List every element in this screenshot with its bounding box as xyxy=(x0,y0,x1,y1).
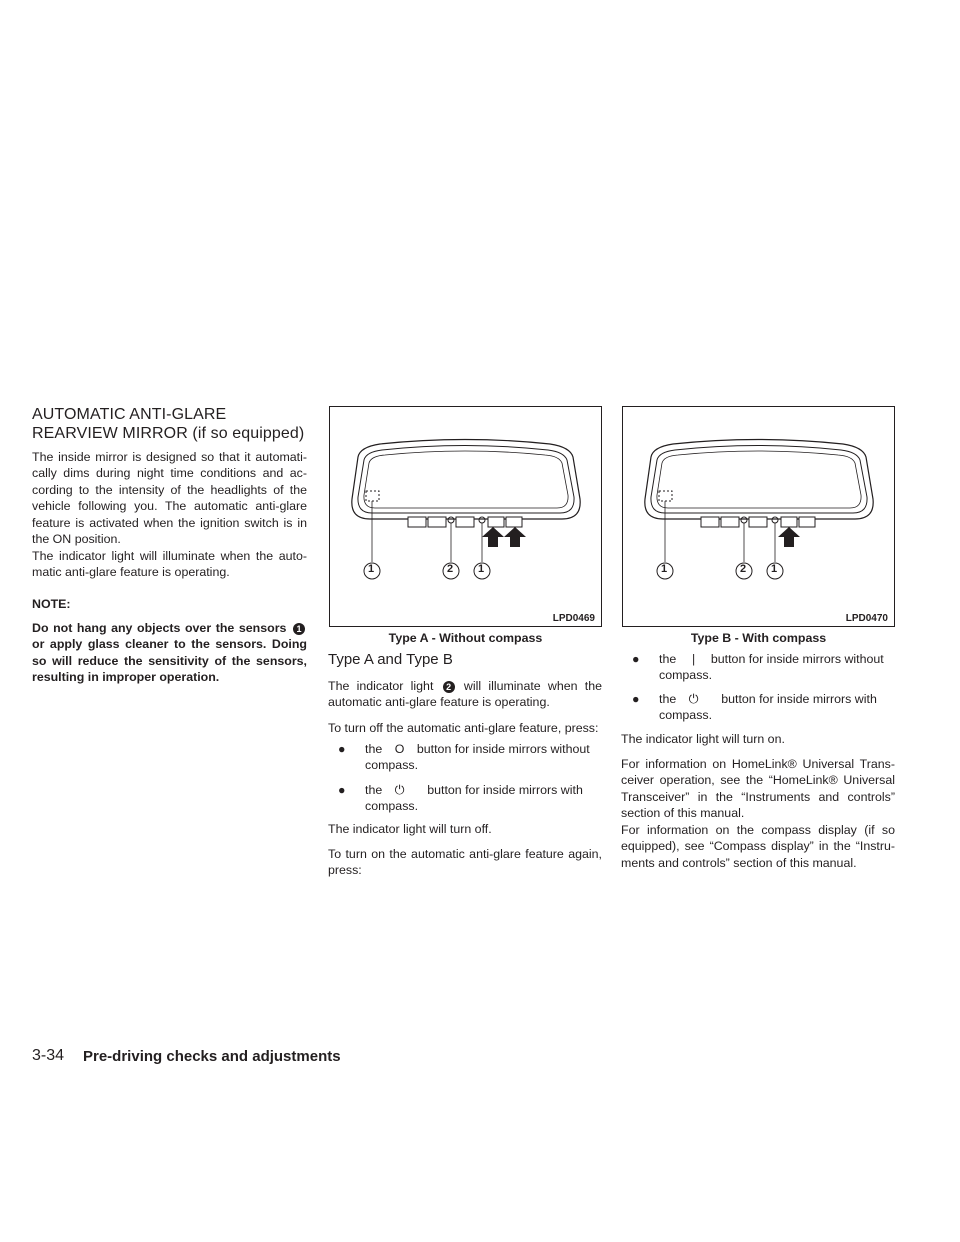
label-b-1: 1 xyxy=(661,563,668,575)
section-title-line2: REARVIEW MIRROR (if so equipped) xyxy=(32,425,305,442)
compass-paragraph: For information on the compass display (if so equipped), see “Compass display” in the “Instru-ments and controls” section of this manual. xyxy=(621,823,895,870)
note-text xyxy=(32,620,307,686)
off-bullet-1-pre: the xyxy=(365,742,383,756)
note-label: NOTE: xyxy=(32,597,71,611)
section-title-line1: AUTOMATIC ANTI-GLARE xyxy=(32,406,227,423)
turn-on-text: To turn on the automatic anti-glare feature again, press: xyxy=(328,847,602,878)
power-button-icon: ⏻ xyxy=(688,692,699,706)
label-a-3: 1 xyxy=(478,563,485,575)
bullet-dot: ● xyxy=(338,783,346,797)
on-bullet-2-pre: the xyxy=(659,692,677,706)
label-a-2: 2 xyxy=(447,563,454,575)
indicator-paragraph: The indicator light will illuminate when the auto-matic anti-glare feature is operating. xyxy=(32,549,307,580)
bullet-dot: ● xyxy=(338,742,346,756)
label-a-1: 1 xyxy=(368,563,375,575)
on-bullet-2-post: button for inside mirrors with compass. xyxy=(659,692,877,723)
power-button-icon: ⏻ xyxy=(394,783,405,797)
figure-type-b xyxy=(622,406,895,627)
note-text-part1: Do not hang any objects over the sensors xyxy=(32,621,287,635)
off-bullet-2 xyxy=(338,782,602,816)
mirror-diagram-b xyxy=(623,407,894,626)
note-text-part2: or apply glass cleaner to the sensors. Doing so will reduce the sensitivity of the sensors, resulting in improper operation. xyxy=(32,637,307,685)
typeab-indicator xyxy=(328,678,602,711)
caption-type-a: Type A - Without compass xyxy=(388,631,543,645)
off-bullet-1-post: button for inside mirrors without compass. xyxy=(365,742,590,773)
i-button-icon: | xyxy=(691,652,696,666)
on-bullet-1 xyxy=(632,651,895,685)
off-result: The indicator light will turn off. xyxy=(328,822,492,836)
typeab-heading: Type A and Type B xyxy=(328,651,453,668)
sensor-marker: 1 xyxy=(293,623,305,635)
typeab-indicator-part2: will illuminate when the automatic anti-glare feature is operating. xyxy=(328,679,602,710)
figure-type-a xyxy=(329,406,602,627)
bullet-dot: ● xyxy=(632,652,640,666)
on-bullet-1-pre: the xyxy=(659,652,677,666)
section-title xyxy=(32,405,307,443)
figure-code-a: LPD0469 xyxy=(552,613,595,624)
indicator-marker: 2 xyxy=(443,681,455,693)
mirror-diagram-a xyxy=(330,407,601,626)
label-b-2: 2 xyxy=(740,563,747,575)
label-b-3: 1 xyxy=(771,563,778,575)
chapter-title: Pre-driving checks and adjustments xyxy=(83,1048,341,1065)
on-result: The indicator light will turn on. xyxy=(621,732,785,746)
intro-paragraph: The inside mirror is designed so that it automati-cally dims during night time conditions and ac-cording to the intensity of the headlights of the vehicle following you. The automatic anti-glare feature is activated when the ignition switch is in the ON position. xyxy=(32,450,307,547)
bullet-dot: ● xyxy=(632,692,640,706)
on-bullet-2 xyxy=(632,691,895,725)
on-bullet-1-post: button for inside mirrors without compass. xyxy=(659,652,884,683)
off-bullet-2-pre: the xyxy=(365,783,383,797)
caption-type-b: Type B - With compass xyxy=(690,631,827,645)
off-bullet-1 xyxy=(338,741,602,775)
page-number: 3-34 xyxy=(32,1047,65,1064)
homelink-paragraph: For information on HomeLink® Universal Trans-ceiver operation, see the “HomeLink® Universal Transceiver” in the “Instruments and controls” section of this manual. xyxy=(621,757,895,821)
typeab-indicator-part1: The indicator light xyxy=(328,679,434,693)
turn-off-text: To turn off the automatic anti-glare feature, press: xyxy=(328,721,599,735)
o-button-icon: O xyxy=(394,742,405,756)
figure-code-b: LPD0470 xyxy=(845,613,888,624)
off-bullet-2-post: button for inside mirrors with compass. xyxy=(365,783,583,814)
